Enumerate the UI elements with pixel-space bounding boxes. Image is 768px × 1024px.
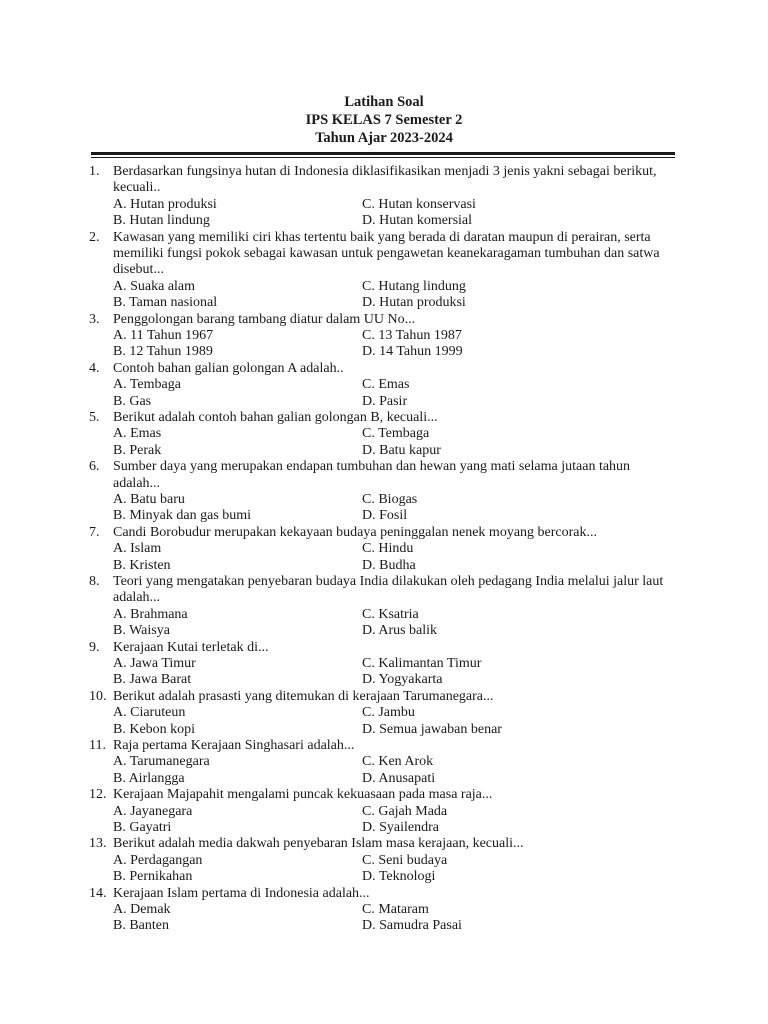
header-rule-thin [91, 157, 675, 158]
option-c: C. Ken Arok [362, 754, 434, 770]
option-a: A. Suaka alam [113, 278, 196, 294]
option-b: B. Banten [113, 918, 169, 934]
option-a: A. Islam [113, 541, 162, 557]
option-a: A. Hutan produksi [113, 196, 217, 212]
option-b: B. 12 Tahun 1989 [113, 344, 213, 360]
question-item [0, 230, 673, 312]
option-c: C. Biogas [362, 492, 418, 508]
question-number: 2. [89, 229, 100, 245]
option-c: C. Tembaga [362, 426, 430, 442]
question-number: 6. [89, 459, 100, 475]
document-header [0, 93, 768, 147]
option-a: A. Jayanegara [113, 803, 193, 819]
question-item [0, 689, 673, 738]
option-d: D. Pasir [362, 393, 408, 409]
option-b: B. Jawa Barat [113, 672, 192, 688]
option-a: A. Tembaga [113, 377, 181, 393]
option-c: C. 13 Tahun 1987 [362, 328, 462, 344]
question-item [0, 886, 673, 935]
option-a: A. Tarumanegara [113, 754, 210, 770]
question-item [0, 410, 673, 459]
option-b: B. Gayatri [113, 820, 172, 836]
option-d: D. Batu kapur [362, 442, 441, 458]
option-b: B. Kebon kopi [113, 721, 196, 737]
question-text: Candi Borobudur merupakan kekayaan budaya peninggalan nenek moyang bercorak... [113, 524, 597, 540]
option-b: B. Taman nasional [113, 295, 218, 311]
question-number: 4. [89, 360, 100, 376]
option-b: B. Kristen [113, 557, 171, 573]
answer-options [113, 607, 673, 640]
answer-options [113, 328, 673, 361]
option-d: D. 14 Tahun 1999 [362, 344, 463, 360]
question-text: Kerajaan Kutai terletak di... [113, 639, 269, 655]
option-a: A. Ciaruteun [113, 705, 186, 721]
answer-options [113, 492, 673, 525]
answer-options [113, 377, 673, 410]
option-d: D. Yogyakarta [362, 672, 443, 688]
question-number: 5. [89, 410, 100, 426]
option-a: A. Demak [113, 902, 171, 918]
option-a: A. Batu baru [113, 492, 185, 508]
header-subject: IPS KELAS 7 Semester 2 [305, 112, 463, 128]
option-d: D. Semua jawaban benar [362, 721, 502, 737]
answer-options [113, 197, 673, 230]
option-a: A. Brahmana [113, 606, 188, 622]
question-text: Contoh bahan galian golongan A adalah.. [113, 360, 344, 376]
question-item [0, 738, 673, 787]
option-c: C. Hutan konservasi [362, 196, 476, 212]
option-c: C. Emas [362, 377, 410, 393]
option-a: A. Jawa Timur [113, 656, 196, 672]
question-number: 10. [89, 688, 107, 704]
option-d: D. Syailendra [362, 820, 439, 836]
answer-options [113, 656, 673, 689]
question-number: 13. [89, 836, 107, 852]
option-d: D. Hutan komersial [362, 213, 473, 229]
option-a: A. Emas [113, 426, 162, 442]
question-number: 11. [89, 738, 106, 754]
question-text: Berikut adalah contoh bahan galian golongan B, kecuali... [113, 410, 438, 426]
question-text: Teori yang mengatakan penyebaran budaya India dilakukan oleh pedagang India melalui jalur laut adalah... [113, 574, 664, 606]
question-item [0, 640, 673, 689]
question-text: Kerajaan Islam pertama di Indonesia adalah... [113, 885, 370, 901]
header-year: Tahun Ajar 2023-2024 [315, 130, 453, 146]
question-text: Penggolongan barang tambang diatur dalam UU No... [113, 311, 416, 327]
answer-options [113, 705, 673, 738]
question-text: Kerajaan Majapahit mengalami puncak kekuasaan pada masa raja... [113, 787, 493, 803]
question-text: Berdasarkan fungsinya hutan di Indonesia diklasifikasikan menjadi 3 jenis yakni sebagai berikut, kecuali.. [113, 164, 657, 196]
option-b: B. Minyak dan gas bumi [113, 508, 252, 524]
option-b: B. Perak [113, 442, 162, 458]
option-b: B. Airlangga [113, 770, 185, 786]
option-d: D. Teknologi [362, 869, 436, 885]
question-text: Sumber daya yang merupakan endapan tumbuhan dan hewan yang mati selama jutaan tahun adalah... [113, 459, 631, 491]
option-b: B. Pernikahan [113, 869, 193, 885]
option-c: C. Mataram [362, 902, 429, 918]
answer-options [113, 541, 673, 574]
answer-options [113, 902, 673, 935]
header-title: Latihan Soal [344, 94, 424, 110]
question-list [0, 164, 768, 935]
option-a: A. Perdagangan [113, 852, 203, 868]
question-item [0, 459, 673, 525]
option-b: B. Hutan lindung [113, 213, 210, 229]
option-d: D. Arus balik [362, 623, 438, 639]
question-text: Berikut adalah media dakwah penyebaran Islam masa kerajaan, kecuali... [113, 836, 524, 852]
question-text: Raja pertama Kerajaan Singhasari adalah... [113, 738, 355, 754]
question-text: Kawasan yang memiliki ciri khas tertentu baik yang berada di daratan maupun di perairan, serta memiliki fungsi pokok sebagai kawasan untuk pengawetan keanekaragaman tumbuhan dan satwa disebut... [113, 229, 660, 278]
answer-options [113, 754, 673, 787]
answer-options [113, 804, 673, 837]
question-number: 14. [89, 885, 107, 901]
question-number: 1. [89, 164, 100, 179]
option-c: C. Kalimantan Timur [362, 656, 482, 672]
option-c: C. Gajah Mada [362, 803, 448, 819]
option-b: B. Waisya [113, 623, 170, 639]
option-c: C. Hutang lindung [362, 278, 466, 294]
answer-options [113, 279, 673, 312]
answer-options [113, 426, 673, 459]
option-c: C. Hindu [362, 541, 414, 557]
question-item [0, 164, 673, 230]
header-rule-thick [91, 152, 675, 155]
question-number: 9. [89, 639, 100, 655]
question-item [0, 525, 673, 574]
option-c: C. Jambu [362, 705, 415, 721]
option-b: B. Gas [113, 393, 152, 409]
option-c: C. Ksatria [362, 606, 419, 622]
option-d: D. Anusapati [362, 770, 436, 786]
option-d: D. Hutan produksi [362, 295, 466, 311]
option-d: D. Budha [362, 557, 416, 573]
question-item [0, 361, 673, 410]
question-item [0, 836, 673, 885]
question-item [0, 574, 673, 640]
question-number: 12. [89, 787, 107, 803]
option-d: D. Fosil [362, 508, 408, 524]
answer-options [113, 853, 673, 886]
question-number: 3. [89, 311, 100, 327]
question-number: 8. [89, 574, 100, 590]
option-a: A. 11 Tahun 1967 [113, 328, 214, 344]
option-d: D. Samudra Pasai [362, 918, 462, 934]
question-item [0, 787, 673, 836]
question-text: Berikut adalah prasasti yang ditemukan di kerajaan Tarumanegara... [113, 688, 494, 704]
question-number: 7. [89, 524, 100, 540]
option-c: C. Seni budaya [362, 852, 448, 868]
question-item [0, 312, 673, 361]
